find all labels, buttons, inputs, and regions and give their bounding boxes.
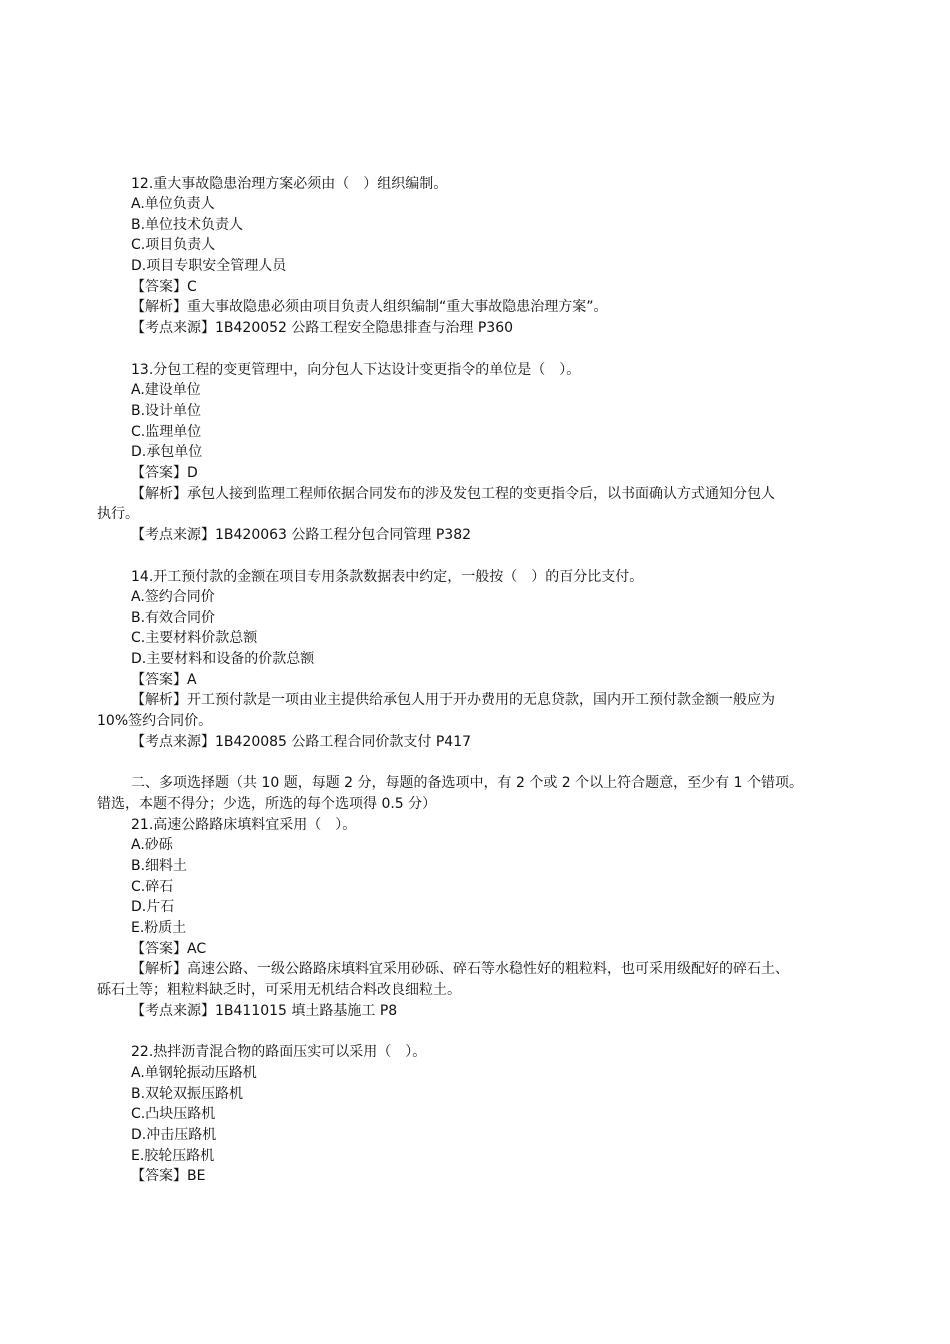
q12-option-b: B.单位技术负责人 xyxy=(131,217,244,233)
section2-heading-line2: 错选，本题不得分；少选，所选的每个选项得 0.5 分） xyxy=(97,796,437,812)
q14-analysis-line2: 10%签约合同价。 xyxy=(97,713,213,729)
q22-option-c: C.凸块压路机 xyxy=(131,1106,216,1122)
q12-source: 【考点来源】1B420052 公路工程安全隐患排查与治理 P360 xyxy=(131,320,514,336)
q13-analysis-line1: 【解析】承包人接到监理工程师依据合同发布的涉及发包工程的变更指令后，以书面确认方式通知分包人 xyxy=(131,486,775,502)
q21-option-b: B.细料土 xyxy=(131,858,188,874)
q22-stem: 22.热拌沥青混合物的路面压实可以采用（ ）。 xyxy=(131,1044,427,1060)
q13-source: 【考点来源】1B420063 公路工程分包合同管理 P382 xyxy=(131,527,472,543)
q14-option-b: B.有效合同价 xyxy=(131,610,216,626)
q22-option-b: B.双轮双振压路机 xyxy=(131,1086,244,1102)
q14-option-d: D.主要材料和设备的价款总额 xyxy=(131,651,315,667)
q21-option-d: D.片石 xyxy=(131,899,175,915)
q21-stem: 21.高速公路路床填料宜采用（ ）。 xyxy=(131,817,357,833)
q21-source: 【考点来源】1B411015 填土路基施工 P8 xyxy=(131,1003,398,1019)
q22-option-d: D.冲击压路机 xyxy=(131,1127,217,1143)
q13-option-c: C.监理单位 xyxy=(131,424,202,440)
q12-option-d: D.项目专职安全管理人员 xyxy=(131,258,287,274)
section2-heading-line1: 二、多项选择题（共 10 题，每题 2 分，每题的备选项中，有 2 个或 2 个以上符合题意，至少有 1 个错项。 xyxy=(131,775,803,791)
q13-analysis-line2: 执行。 xyxy=(97,506,139,522)
q14-answer: 【答案】A xyxy=(131,672,197,688)
q21-answer: 【答案】AC xyxy=(131,941,207,957)
q21-analysis-line1: 【解析】高速公路、一级公路路床填料宜采用砂砾、碎石等水稳性好的粗粒料，也可采用级配好的碎石土、 xyxy=(131,961,789,977)
q12-option-a: A.单位负责人 xyxy=(131,196,215,212)
q22-answer: 【答案】BE xyxy=(131,1168,206,1184)
q14-source: 【考点来源】1B420085 公路工程合同价款支付 P417 xyxy=(131,734,472,750)
q21-option-a: A.砂砾 xyxy=(131,837,173,853)
q22-option-a: A.单钢轮振动压路机 xyxy=(131,1065,257,1081)
q21-analysis-line2: 砾石土等；粗粒料缺乏时，可采用无机结合料改良细粒土。 xyxy=(97,982,461,998)
q12-stem: 12.重大事故隐患治理方案必须由（ ）组织编制。 xyxy=(131,176,448,192)
q14-option-c: C.主要材料价款总额 xyxy=(131,630,258,646)
q13-option-a: A.建设单位 xyxy=(131,382,201,398)
q14-option-a: A.签约合同价 xyxy=(131,589,215,605)
q12-answer: 【答案】C xyxy=(131,279,197,295)
q14-analysis-line1: 【解析】开工预付款是一项由业主提供给承包人用于开办费用的无息贷款，国内开工预付款金额一般应为 xyxy=(131,692,775,708)
q21-option-c: C.碎石 xyxy=(131,879,174,895)
q12-option-c: C.项目负责人 xyxy=(131,237,216,253)
q21-option-e: E.粉质土 xyxy=(131,920,187,936)
q14-stem: 14.开工预付款的金额在项目专用条款数据表中约定，一般按（ ）的百分比支付。 xyxy=(131,569,644,585)
q13-stem: 13.分包工程的变更管理中，向分包人下达设计变更指令的单位是（ ）。 xyxy=(131,362,581,378)
q13-answer: 【答案】D xyxy=(131,465,198,481)
q12-analysis: 【解析】重大事故隐患必须由项目负责人组织编制“重大事故隐患治理方案”。 xyxy=(131,299,608,315)
q13-option-d: D.承包单位 xyxy=(131,444,203,460)
q22-option-e: E.胶轮压路机 xyxy=(131,1148,215,1164)
q13-option-b: B.设计单位 xyxy=(131,403,202,419)
